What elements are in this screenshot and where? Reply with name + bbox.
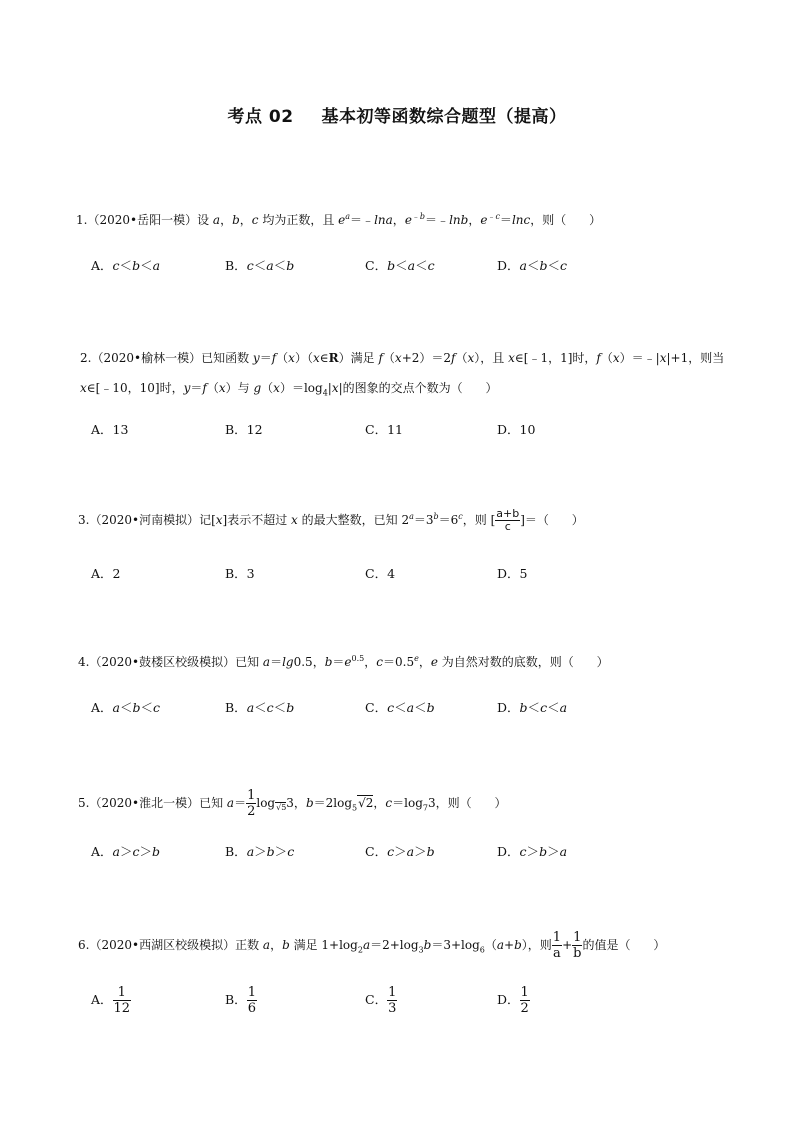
question-3-options [91, 564, 731, 590]
option-b[interactable]: B． $\frac{1}{6}$ [225, 985, 256, 1016]
question-source: （2020•淮北一模） [89, 796, 200, 810]
option-b[interactable]: B．c＜a＜b [225, 258, 295, 273]
question-3: 3.（2020•河南模拟）记[x]表示不超过 x 的最大整数，已知 $2^a=3^b=6^c$，则 [ $\frac{a+b}{c}$ ]＝（ ） [78, 507, 584, 533]
fraction-one-over-a: $\frac{1}{a}$ [552, 930, 562, 961]
fraction-one-half: $\frac{1}{2}$ [247, 788, 256, 819]
question-source: （2020•西湖区校级模拟） [89, 938, 236, 952]
question-5: 5.（2020•淮北一模）已知 a＝ $\frac{1}{2}$ $\log_{√5}3$，$b=2\log_5√2$，$c=\log_73$，则（ ） [78, 788, 507, 819]
option-a[interactable]: A．a＜b＜c [91, 700, 161, 715]
question-2-options [91, 420, 731, 446]
option-b[interactable]: B．3 [225, 566, 255, 581]
option-c[interactable]: C．c＞a＞b [365, 844, 435, 859]
question-2: 2.（2020•榆林一模）已知函数 y＝f（x）（x∈R）满足 f（x+2）＝2f（x），且 x∈[﹣1，1]时，f（x）＝﹣|x|+1，则当 x∈[﹣10，10]时，y＝f（x）与 $g(x)=\log_4|x|$的图象的交点个数为（ ） [80, 351, 725, 398]
option-c[interactable]: C．4 [365, 566, 396, 581]
question-number: 2. [80, 351, 92, 365]
fraction-one-over-b: $\frac{1}{b}$ [573, 930, 582, 961]
option-d[interactable]: D． $\frac{1}{2}$ [497, 985, 529, 1016]
option-c[interactable]: C．b＜a＜c [365, 258, 435, 273]
page-title [0, 102, 794, 127]
question-4-options [91, 698, 731, 724]
title-name: 基本初等函数综合题型（提高） [321, 107, 567, 127]
option-a[interactable]: A．2 [91, 566, 121, 581]
question-number: 6. [78, 938, 90, 952]
question-number: 5. [78, 796, 90, 810]
fraction-a-plus-b-over-c: $\frac{a+b}{c}$ [496, 507, 520, 533]
option-d[interactable]: D．a＜b＜c [497, 258, 568, 273]
question-source: （2020•河南模拟） [89, 513, 200, 527]
option-d[interactable]: D．5 [497, 566, 528, 581]
question-6-options [91, 985, 731, 1016]
option-b[interactable]: B．12 [225, 422, 263, 437]
question-number: 3. [78, 513, 90, 527]
title-code: 考点 02 [227, 107, 294, 127]
option-d[interactable]: D．c＞b＞a [497, 844, 568, 859]
option-d[interactable]: D．b＜c＜a [497, 700, 568, 715]
option-c[interactable]: C．c＜a＜b [365, 700, 435, 715]
question-1: 1.（2020•岳阳一模）设 a，b，c 均为正数，且 $e^a=﹣\ln a$，$e^{﹣b}=﹣\ln b$，$e^{﹣c}=\ln c$，则（ ） [76, 212, 602, 227]
option-b[interactable]: B．a＞b＞c [225, 844, 295, 859]
option-a[interactable]: A．a＞c＞b [91, 844, 161, 859]
question-6: 6.（2020•西湖区校级模拟）正数 a，b 满足 $1+\log_2a=2+\log_3b=3+\log_6(a+b)$，则 $\frac{1}{a}$ + $\frac{1}{b}$ 的值是（ ） [78, 930, 666, 961]
question-source: （2020•鼓楼区校级模拟） [89, 655, 236, 669]
question-4: 4.（2020•鼓楼区校级模拟）已知 a＝lg0.5，$b=e^{0.5}$，c＝0.5$^e$，e 为自然对数的底数，则（ ） [78, 654, 609, 669]
option-c[interactable]: C．11 [365, 422, 403, 437]
option-b[interactable]: B．a＜c＜b [225, 700, 295, 715]
question-source: （2020•岳阳一模） [87, 213, 198, 227]
option-a[interactable]: A． $\frac{1}{12}$ [91, 985, 131, 1016]
option-c[interactable]: C． $\frac{1}{3}$ [365, 985, 397, 1016]
option-a[interactable]: A．13 [91, 422, 129, 437]
question-5-options [91, 842, 731, 868]
question-1-options [91, 256, 731, 282]
question-number: 1. [76, 213, 88, 227]
question-number: 4. [78, 655, 90, 669]
option-d[interactable]: D．10 [497, 422, 536, 437]
option-a[interactable]: A．c＜b＜a [91, 258, 161, 273]
question-source: （2020•榆林一模） [91, 351, 202, 365]
